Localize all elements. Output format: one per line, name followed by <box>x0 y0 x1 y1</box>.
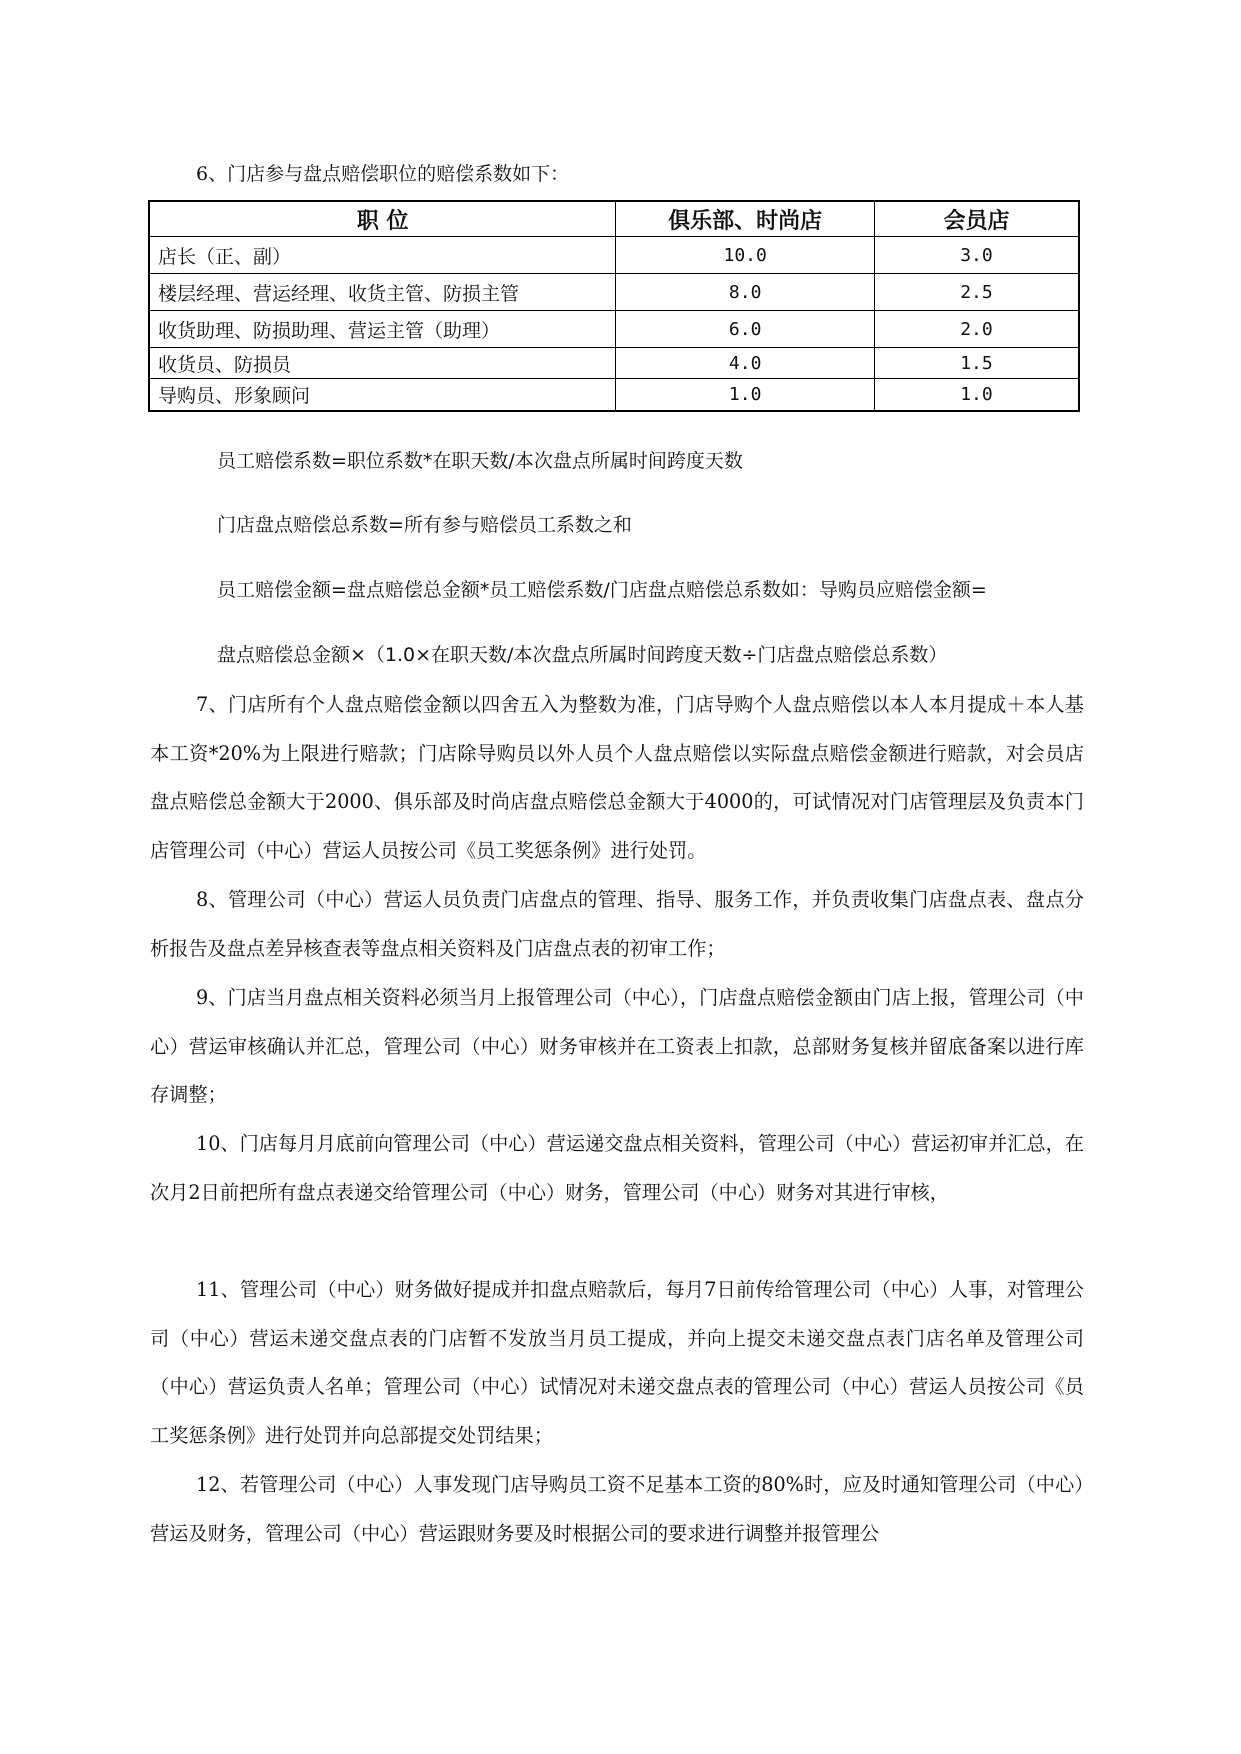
paragraph-10: 10、门店每月月底前向管理公司（中心）营运递交盘点相关资料，管理公司（中心）营运初审并汇总，在次月2日前把所有盘点表递交给管理公司（中心）财务，管理公司（中心）财务对其进行审核， <box>150 1132 1084 1204</box>
club-coefficient-cell: 10.0 <box>616 237 874 274</box>
formula-example: 盘点赔偿总金额×（1.0×在职天数/本次盘点所属时间跨度天数÷门店盘点赔偿总系数） <box>217 644 948 666</box>
paragraph-12: 12、若管理公司（中心）人事发现门店导购员工资不足基本工资的80%时，应及时通知管理公司（中心）营运及财务，管理公司（中心）营运跟财务要及时根据公司的要求进行调整并报管理公 <box>150 1473 1084 1545</box>
table-row <box>149 348 1079 379</box>
member-coefficient-cell: 1.0 <box>874 379 1079 411</box>
position-cell: 收货助理、防损助理、营运主管（助理） <box>149 311 616 348</box>
header-position: 职 位 <box>149 201 616 237</box>
formula-employee-coefficient: 员工赔偿系数=职位系数*在职天数/本次盘点所属时间跨度天数 <box>217 450 743 472</box>
position-cell: 导购员、形象顾问 <box>149 379 616 411</box>
club-coefficient-cell: 6.0 <box>616 311 874 348</box>
table-row <box>149 379 1079 411</box>
club-coefficient-cell: 4.0 <box>616 348 874 379</box>
section-intro: 6、门店参与盘点赔偿职位的赔偿系数如下： <box>196 163 570 185</box>
table-row <box>149 237 1079 274</box>
position-cell: 店长（正、副） <box>149 237 616 274</box>
paragraph-9: 9、门店当月盘点相关资料必须当月上报管理公司（中心），门店盘点赔偿金额由门店上报，管理公司（中心）营运审核确认并汇总，管理公司（中心）财务审核并在工资表上扣款，总部财务复核并留底备案以进行库存调整； <box>150 986 1084 1106</box>
table-header-row <box>149 201 1079 237</box>
header-club-fashion-store: 俱乐部、时尚店 <box>616 201 874 237</box>
member-coefficient-cell: 3.0 <box>874 237 1079 274</box>
formula-store-total-coefficient: 门店盘点赔偿总系数=所有参与赔偿员工系数之和 <box>217 514 632 536</box>
paragraph-11: 11、管理公司（中心）财务做好提成并扣盘点赔款后，每月7日前传给管理公司（中心）人事，对管理公司（中心）营运未递交盘点表的门店暂不发放当月员工提成，并向上提交未递交盘点表门店名单及管理公司（中心）营运负责人名单；管理公司（中心）试情况对未递交盘点表的管理公司（中心）营运人员按公司《员工奖惩条例》进行处罚并向总部提交处罚结果； <box>150 1278 1084 1447</box>
club-coefficient-cell: 8.0 <box>616 274 874 311</box>
position-cell: 楼层经理、营运经理、收货主管、防损主管 <box>149 274 616 311</box>
table-row <box>149 311 1079 348</box>
member-coefficient-cell: 2.0 <box>874 311 1079 348</box>
member-coefficient-cell: 2.5 <box>874 274 1079 311</box>
compensation-coefficient-table <box>148 200 1080 412</box>
paragraph-8: 8、管理公司（中心）营运人员负责门店盘点的管理、指导、服务工作，并负责收集门店盘点表、盘点分析报告及盘点差异核查表等盘点相关资料及门店盘点表的初审工作； <box>150 888 1084 960</box>
club-coefficient-cell: 1.0 <box>616 379 874 411</box>
paragraph-7: 7、门店所有个人盘点赔偿金额以四舍五入为整数为准，门店导购个人盘点赔偿以本人本月提成＋本人基本工资*20%为上限进行赔款；门店除导购员以外人员个人盘点赔偿以实际盘点赔偿金额进行赔款，对会员店盘点赔偿总金额大于2000、俱乐部及时尚店盘点赔偿总金额大于4000的，可试情况对门店管理层及负责本门店管理公司（中心）营运人员按公司《员工奖惩条例》进行处罚。 <box>150 693 1084 862</box>
header-member-store: 会员店 <box>874 201 1079 237</box>
formula-employee-amount: 员工赔偿金额=盘点赔偿总金额*员工赔偿系数/门店盘点赔偿总系数如：导购员应赔偿金额= <box>217 579 987 601</box>
position-cell: 收货员、防损员 <box>149 348 616 379</box>
table-row <box>149 274 1079 311</box>
member-coefficient-cell: 1.5 <box>874 348 1079 379</box>
